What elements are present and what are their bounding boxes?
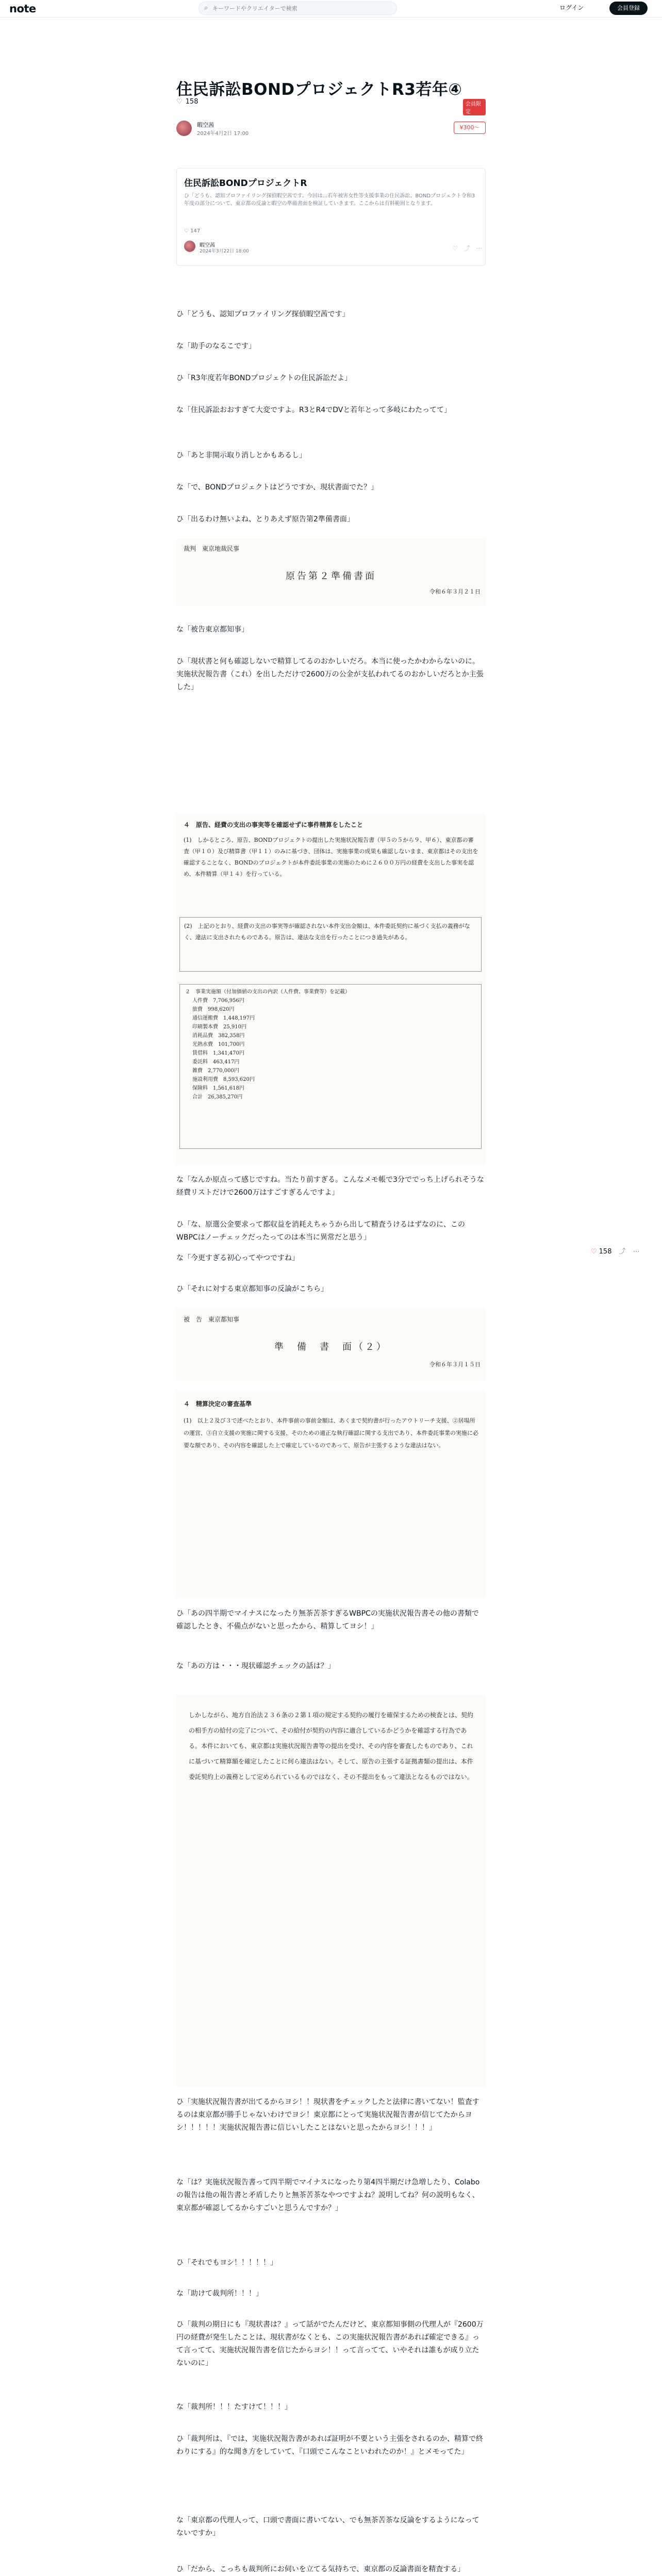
member-badge: 会員限定: [463, 99, 486, 115]
doc-table-row: 雑費 2,770,000円: [192, 1068, 239, 1074]
doc-table-row: 賃借料 1,341,470円: [192, 1050, 244, 1056]
publish-date: 2024年4月2日 17:00: [197, 131, 249, 137]
dialogue-line: な「今更すぎる初心ってやつですね」: [176, 1254, 299, 1262]
dialogue-line: な「東京都の代理人って、口頭で書面に書いてない、でも無茶苦茶な反論をするようになってないですか」: [176, 2516, 479, 2537]
embed-action-icons[interactable]: ♡ ⤴ ⋯: [452, 245, 485, 252]
doc-addressee: 裁判 東京地裁民事: [184, 545, 240, 552]
doc-table-row: 合計 26,385,270円: [192, 1094, 243, 1100]
doc-highlight-box: (2) 上記のとおり、経費の支出の事実等が確認されない本件支出金額は、本件委託契約に基づく支払の義務がなく、違法に支出されたものである。原告は、違法な支出を行ったことにつき過失がある。: [179, 917, 482, 972]
dialogue-line: ひ「あの四半期でマイナスになったり無茶苦茶すぎるWBPCの実施状況報告書その他の書類で確認したとき、不備点がないと思ったから、精算してヨシ！」: [176, 1609, 479, 1631]
doc-table-row: 委託料 463,417円: [192, 1059, 240, 1065]
dialogue-line: ひ「裁判所は、『では、実施状況報告書があれば証明が不要という主張をされるのか、精算で終わりにする』的な聞き方をしていて、『口頭でこんなこといわれたのか！』とメモってた」: [176, 2435, 483, 2456]
search-icon: ⌕: [204, 4, 208, 12]
court-document-image: [176, 1309, 486, 1381]
dialogue-line: ひ「あと非開示取り消しとかもあるし」: [176, 451, 306, 460]
login-link[interactable]: ログイン: [559, 4, 584, 11]
dialogue-line: ひ「R3年度若年BONDプロジェクトの住民訴訟だよ」: [176, 374, 352, 382]
signup-button[interactable]: 会員登録: [609, 2, 648, 15]
court-document-image: [176, 539, 486, 606]
court-document-image: [176, 1391, 486, 1597]
article-title: 住民訴訟BONDプロジェクトR3若年④: [176, 80, 462, 99]
doc-title: 準 備 書 面（２）: [274, 1342, 388, 1352]
heart-icon[interactable]: ♡: [176, 98, 183, 106]
dialogue-line: な「あの方は・・・現状確認チェックの話は？」: [176, 1662, 335, 1670]
dialogue-line: ひ「どうも、認知プロファイリング探偵暇空茜です」: [176, 310, 350, 318]
doc-date: 令和６年３月２１日: [429, 588, 481, 595]
doc-body: (1) しかるところ、原告、BONDプロジェクトの提出した実施状況報告書（甲５の５から９、甲６）、東京都の審査（甲１０）及び精算書（甲１１）のみに基づき、団体は、実施事業の成果も確認しないまま、東京都はその支出を確認することなく、BONDのプロジェクトが本件委託事業の実施のために２６００万円の経費を支出した事実を認め、本件精算（甲１４）を行っている。: [184, 837, 478, 877]
doc-heading: ４ 精算決定の審査基準: [184, 1400, 252, 1408]
top-header: [0, 0, 662, 18]
note-logo[interactable]: note: [9, 3, 36, 15]
dialogue-line: な「住民訴訟おおすぎて大変ですよ。R3とR4でDVと若年とって多岐にわたってて」: [176, 406, 452, 414]
doc-table-row: 通信運搬費 1,448,197円: [192, 1015, 255, 1021]
dialogue-line: な「なんか原点って感じですね。当たり前すぎる。こんなメモ帳で3分ででっち上げられそうな経費リストだけで2600万はすごすぎるんですよ」: [176, 1176, 484, 1197]
purchase-button[interactable]: ¥300〜: [454, 122, 486, 134]
search-box[interactable]: [198, 2, 397, 15]
dialogue-line: な「助手のなるこです」: [176, 342, 256, 350]
dialogue-line: な「で、BONDプロジェクトはどうですか、現状書面でた？」: [176, 483, 378, 492]
dialogue-line: ひ「それでもヨシ！！！！！」: [176, 2259, 277, 2267]
heart-icon[interactable]: ♡: [591, 1248, 597, 1256]
more-icon[interactable]: ⋯: [633, 1248, 640, 1256]
dialogue-line: ひ「現状書と何も確認しないで精算してるのおかしいだろ。本当に使ったかわからないのに。実施状況報告書（これ）を出しただけで2600万の公金が支払われてるのおかしいだろとか主張した」: [176, 657, 484, 691]
side-like-count: 158: [599, 1248, 612, 1256]
dialogue-line: な「助けて裁判所！！！」: [176, 2290, 263, 2298]
dialogue-line: ひ「出るわけ無いよね、とりあえず原告第2準備書面」: [176, 515, 354, 523]
dialogue-line: ひ「だから、こっちも裁判所にお伺いを立てる気持ちで、東京都の反論書面を精査する」: [176, 2565, 465, 2573]
embed-excerpt: ひ「どうも、認知プロファイリング探偵暇空茜です。今回は...若年被害女性等支援事業の住民訴訟、BONDプロジェクト令和3年度の部分について、東京都の反論と暇空の準備書面を検証していきます。ここからは有料範囲となります。: [184, 193, 475, 207]
court-document-image: [176, 814, 486, 1164]
doc-date: 令和６年３月１５日: [429, 1361, 481, 1368]
author-bar: [176, 120, 486, 140]
doc-title: 原告第２準備書面: [286, 571, 376, 582]
floating-action-bar: [591, 1246, 640, 1256]
dialogue-line: な「被告東京都知事」: [176, 625, 249, 634]
dialogue-line: ひ「裁判の期日にも『現状書は？』って話がでたんだけど、東京都知事側の代理人が『2600万円の経費が発生したことは、現状書がなくとも、この実施状況報告書があれば確定できる』って言ってて、実施状況報告書を信じたからヨシ！！って言ってて、いやそれは誰もが成り立たないのに」: [176, 2320, 484, 2367]
embed-avatar: [184, 241, 195, 252]
embed-date: 2024年3月22日 18:00: [200, 249, 249, 254]
doc-table-row: 保険料 1,561,618円: [192, 1086, 244, 1091]
embed-author: 暇空茜: [200, 243, 215, 248]
dialogue-line: な「は？実施状況報告書って四半期でマイナスになったり第4四半期だけ急増したり、Colaboの報告は他の報告書と矛盾したりと無茶苦茶なやつですよね？説明してね？何の説明もなく、東京都が確認してるからすごいと思うんですか？」: [176, 2178, 480, 2212]
doc-body: (1) 以上２及び３で述べたとおり、本件事前の事前金額は、あくまで契約書が行ったアウトリーチ支援、②居場所の運営、③自立支援の実施に関する支援、そのための適正な執行確認に関する支出であり、本件委託事業の実施に必要な額であり、その内容を確認した上で確定しているのであって、原告が主張するような違法はない。: [184, 1417, 478, 1449]
author-name[interactable]: 暇空茜: [197, 122, 214, 128]
doc-table-row: 光熱水費 101,700円: [192, 1042, 245, 1047]
dialogue-line: ひ「な、原選公金要求って都収益を消耗えちゃうから出して精査うけるはずなのに、このWBPCはノーチェックだったってのは本当に異常だと思う」: [176, 1221, 465, 1242]
share-icon[interactable]: ⤴: [619, 1248, 626, 1256]
dialogue-line: ひ「それに対する東京都知事の反論がこちら」: [176, 1285, 328, 1293]
doc-heading: ４ 原告、経費の支出の事実等を確認せずに事件精算をしたこと: [184, 821, 363, 828]
doc-table-row: 人件費 7,706,956円: [192, 998, 244, 1004]
embed-like-count: ♡ 147: [184, 228, 201, 234]
author-avatar[interactable]: [176, 121, 192, 136]
search-input[interactable]: [212, 4, 388, 13]
doc-table-title: ２ 事業実施額（付加価値の支出の内訳（人件費、事業費等）を記載）: [185, 989, 350, 995]
doc-body: しかしながら、地方自治法２３６条の２第１項の規定する契約の履行を確保するための検査とは、契約の相手方の給付の完了について、その給付が契約の内容に適合しているかどうかを確認する行為である。本件においても、東京都は実施状況報告書等の提出を受け、その内容を審査したものであり、これに基づいて精算額を確定したことに何ら違法はない。そして、原告の主張する証拠書類の提出は、本件委託契約上の義務として定められているものではなく、その不提出をもって違法となるものではない。: [189, 1711, 474, 1781]
doc-table-row: 消耗品費 382,358円: [192, 1033, 245, 1039]
embedded-article-card[interactable]: [176, 168, 486, 266]
doc-table-row: 施設利用費 8,593,620円: [192, 1077, 255, 1082]
dialogue-line: な「裁判所！！！たすけて！！！」: [176, 2403, 292, 2411]
like-count[interactable]: ♡ 158: [176, 98, 198, 106]
doc-table-row: 印刷製本費 25,910円: [192, 1024, 246, 1030]
embed-title: 住民訴訟BONDプロジェクトR: [184, 178, 307, 189]
dialogue-line: ひ「実施状況報告書が出てるからヨシ！！現状書をチェックしたと法律に書いてない！監査するのは東京都が勝手じゃないわけでヨシ！東京都にとって実施状況報告書が信じてたからヨシ！！！！！実施状況報告書に信じいしたことはないと思ったからヨシ！！！」: [176, 2098, 479, 2132]
doc-table-row: 旅費 998,620円: [192, 1007, 235, 1012]
doc-expense-table: [179, 984, 482, 1149]
doc-addressee: 被 告 東京都知事: [184, 1316, 240, 1323]
court-document-image: [176, 1695, 486, 2087]
